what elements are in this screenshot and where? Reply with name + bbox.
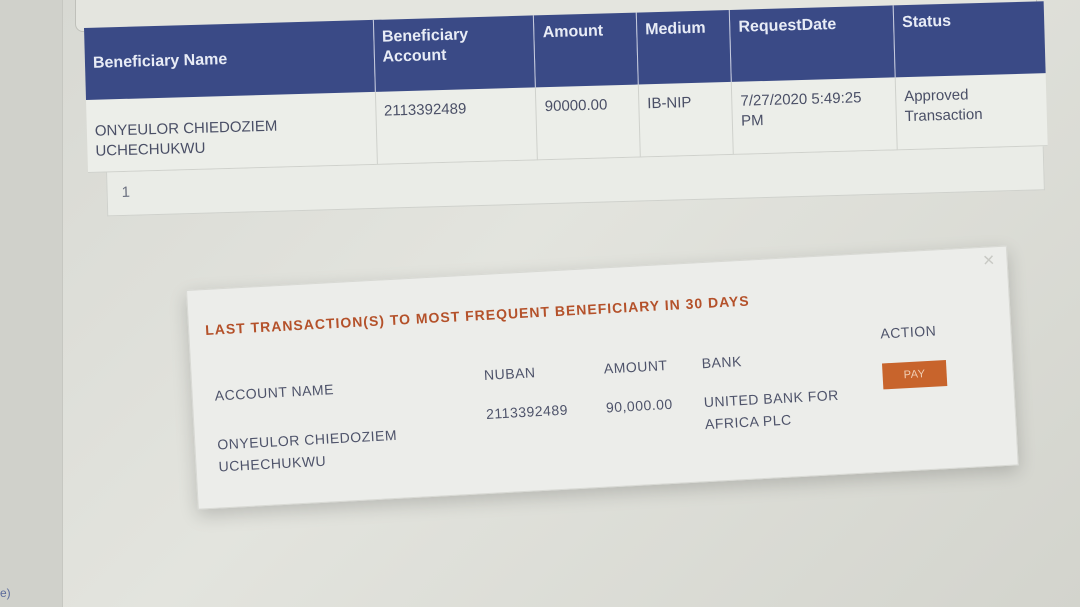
header-action: ACTION (879, 322, 937, 342)
cursor-glyph: e) (0, 586, 11, 600)
cell-medium: IB-NIP (638, 82, 733, 157)
col-amount: Amount (534, 13, 639, 88)
pay-button[interactable]: PAY (882, 360, 947, 389)
cell-status: Approved Transaction (895, 73, 1047, 150)
cell-beneficiary-name: ONYEULOR CHIEDOZIEM UCHECHUKWU (86, 92, 377, 173)
frequent-beneficiary-modal (186, 246, 1019, 510)
col-beneficiary-name: Beneficiary Name (84, 20, 375, 100)
modal-title: LAST TRANSACTION(S) TO MOST FREQUENT BENEFICIARY IN 30 DAYS (204, 292, 750, 339)
col-request-date: RequestDate (729, 5, 895, 82)
transaction-table (84, 1, 1048, 173)
cell-amount: 90,000.00 (605, 395, 674, 416)
page-link-1[interactable]: 1 (121, 183, 131, 202)
left-edge-panel (0, 0, 63, 607)
header-bank: BANK (701, 353, 743, 372)
header-amount: AMOUNT (603, 357, 668, 377)
header-account-name: ACCOUNT NAME (214, 381, 335, 404)
cell-nuban: 2113392489 (485, 401, 569, 422)
col-status: Status (893, 1, 1045, 77)
close-icon[interactable]: × (982, 249, 996, 272)
cell-account-name: ONYEULOR CHIEDOZIEM UCHECHUKWU (216, 426, 398, 475)
header-nuban: NUBAN (483, 364, 536, 383)
cell-request-date: 7/27/2020 5:49:25 PM (731, 77, 897, 154)
cell-beneficiary-account: 2113392489 (375, 87, 538, 164)
col-beneficiary-account: Beneficiary Account (373, 15, 536, 91)
cell-amount: 90000.00 (536, 85, 641, 160)
cell-bank: UNITED BANK FOR AFRICA PLC (703, 386, 840, 433)
col-medium: Medium (636, 10, 731, 85)
transaction-table-section (84, 1, 1061, 217)
